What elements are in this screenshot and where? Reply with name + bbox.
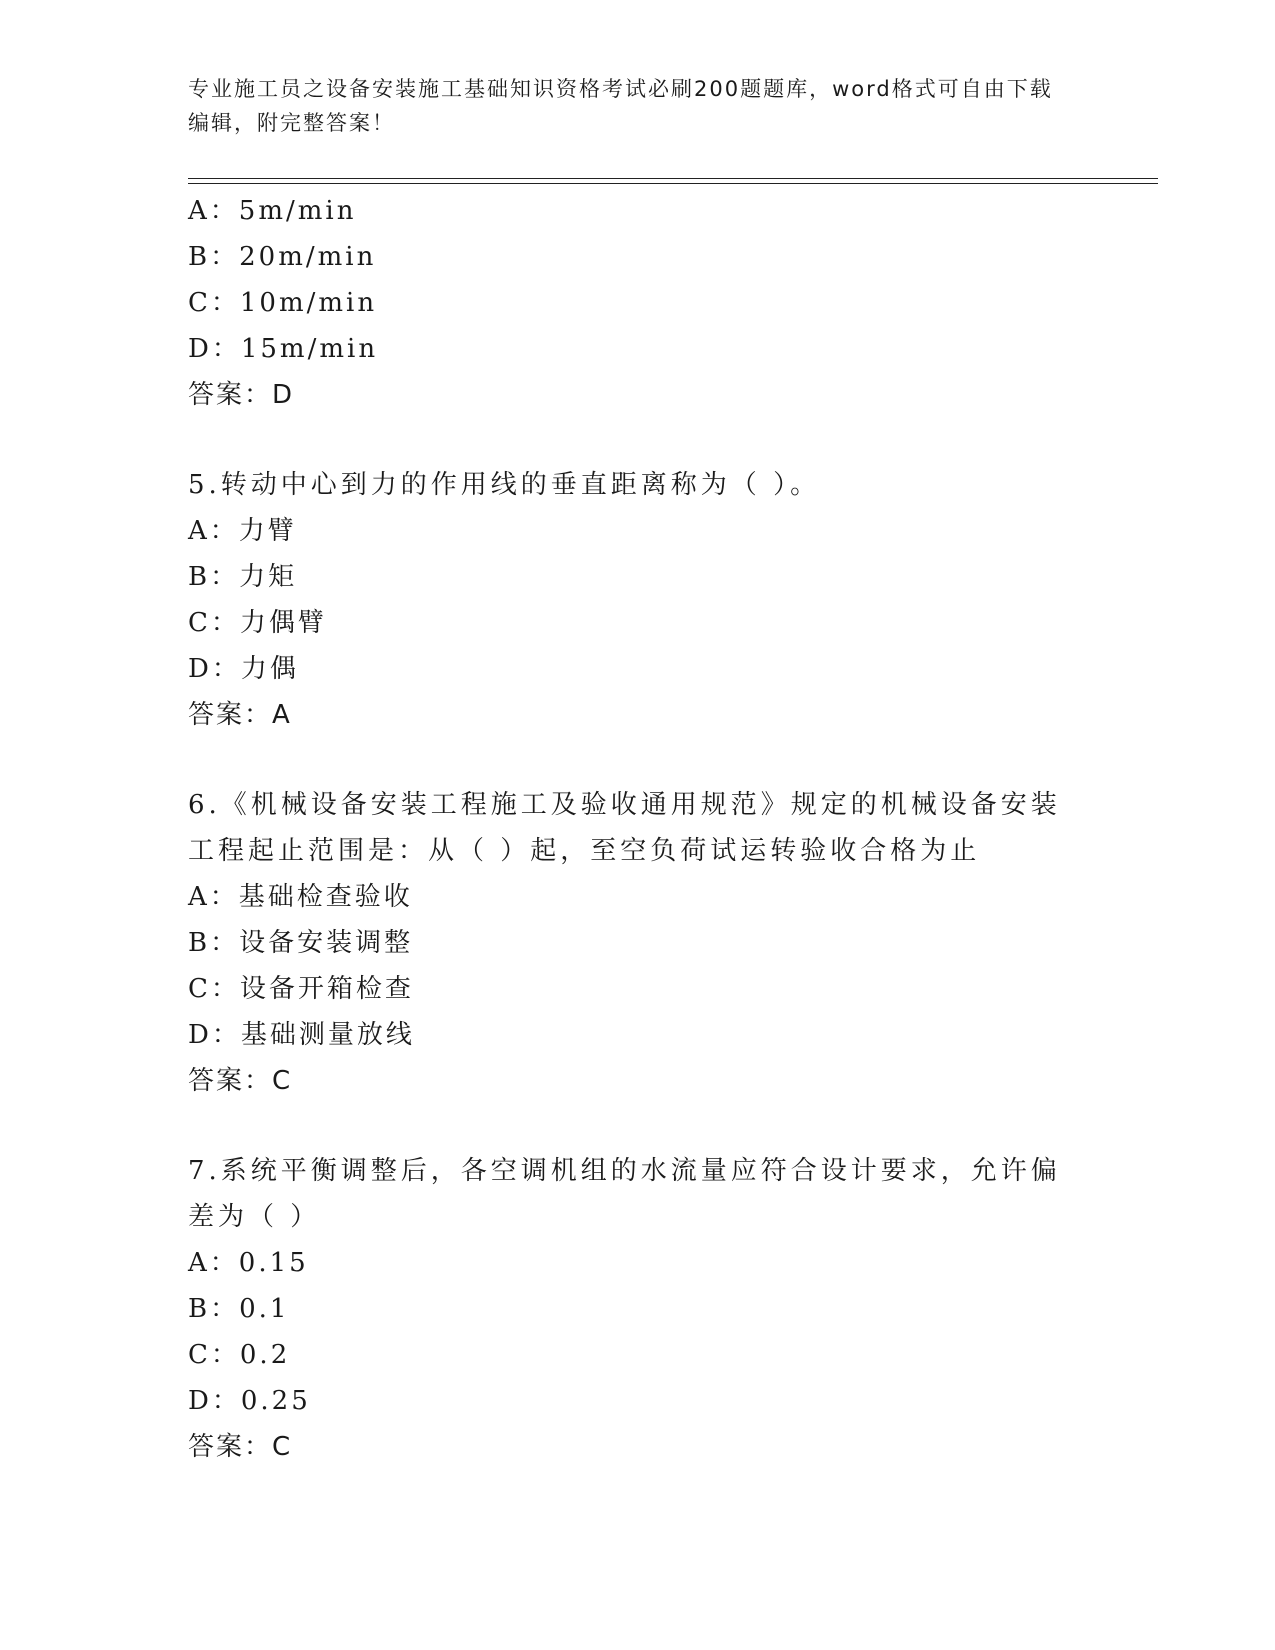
option-a: A：基础检查验收 — [188, 882, 413, 912]
option-c: C：力偶臂 — [188, 608, 327, 638]
option-b: B：0.1 — [188, 1294, 290, 1324]
option-b: B：力矩 — [188, 562, 298, 592]
header-divider — [188, 178, 1158, 184]
answer-line: 答案：A — [188, 700, 292, 730]
question-list — [188, 188, 1068, 1470]
document-title: 专业施工员之设备安装施工基础知识资格考试必刷200题题库，word格式可自由下载编辑，附完整答案！ — [188, 77, 1053, 135]
option-d: D：15m/min — [188, 334, 379, 364]
option-b: B：20m/min — [188, 242, 377, 272]
question-4-tail — [188, 188, 1068, 418]
question-6 — [188, 782, 1068, 1104]
question-5 — [188, 462, 1068, 738]
option-d: D：力偶 — [188, 654, 299, 684]
option-b: B：设备安装调整 — [188, 928, 414, 958]
answer-line: 答案：C — [188, 1066, 293, 1096]
answer-line: 答案：C — [188, 1432, 293, 1462]
option-c: C：10m/min — [188, 288, 378, 318]
question-text: 6.《机械设备安装工程施工及验收通用规范》规定的机械设备安装工程起止范围是：从（ ）起，至空负荷试运转验收合格为止 — [188, 790, 1061, 866]
option-a: A：力臂 — [188, 516, 297, 546]
option-a: A：0.15 — [188, 1248, 309, 1278]
spacer — [188, 738, 1068, 782]
spacer — [188, 1104, 1068, 1148]
option-c: C：0.2 — [188, 1340, 291, 1370]
question-7 — [188, 1148, 1068, 1470]
question-text: 5.转动中心到力的作用线的垂直距离称为（ ）。 — [188, 470, 821, 500]
option-d: D：基础测量放线 — [188, 1020, 415, 1050]
question-text: 7.系统平衡调整后，各空调机组的水流量应符合设计要求，允许偏差为（ ） — [188, 1156, 1061, 1232]
option-a: A：5m/min — [188, 196, 357, 226]
option-c: C：设备开箱检查 — [188, 974, 414, 1004]
option-d: D：0.25 — [188, 1386, 311, 1416]
answer-line: 答案：D — [188, 380, 295, 410]
spacer — [188, 418, 1068, 462]
